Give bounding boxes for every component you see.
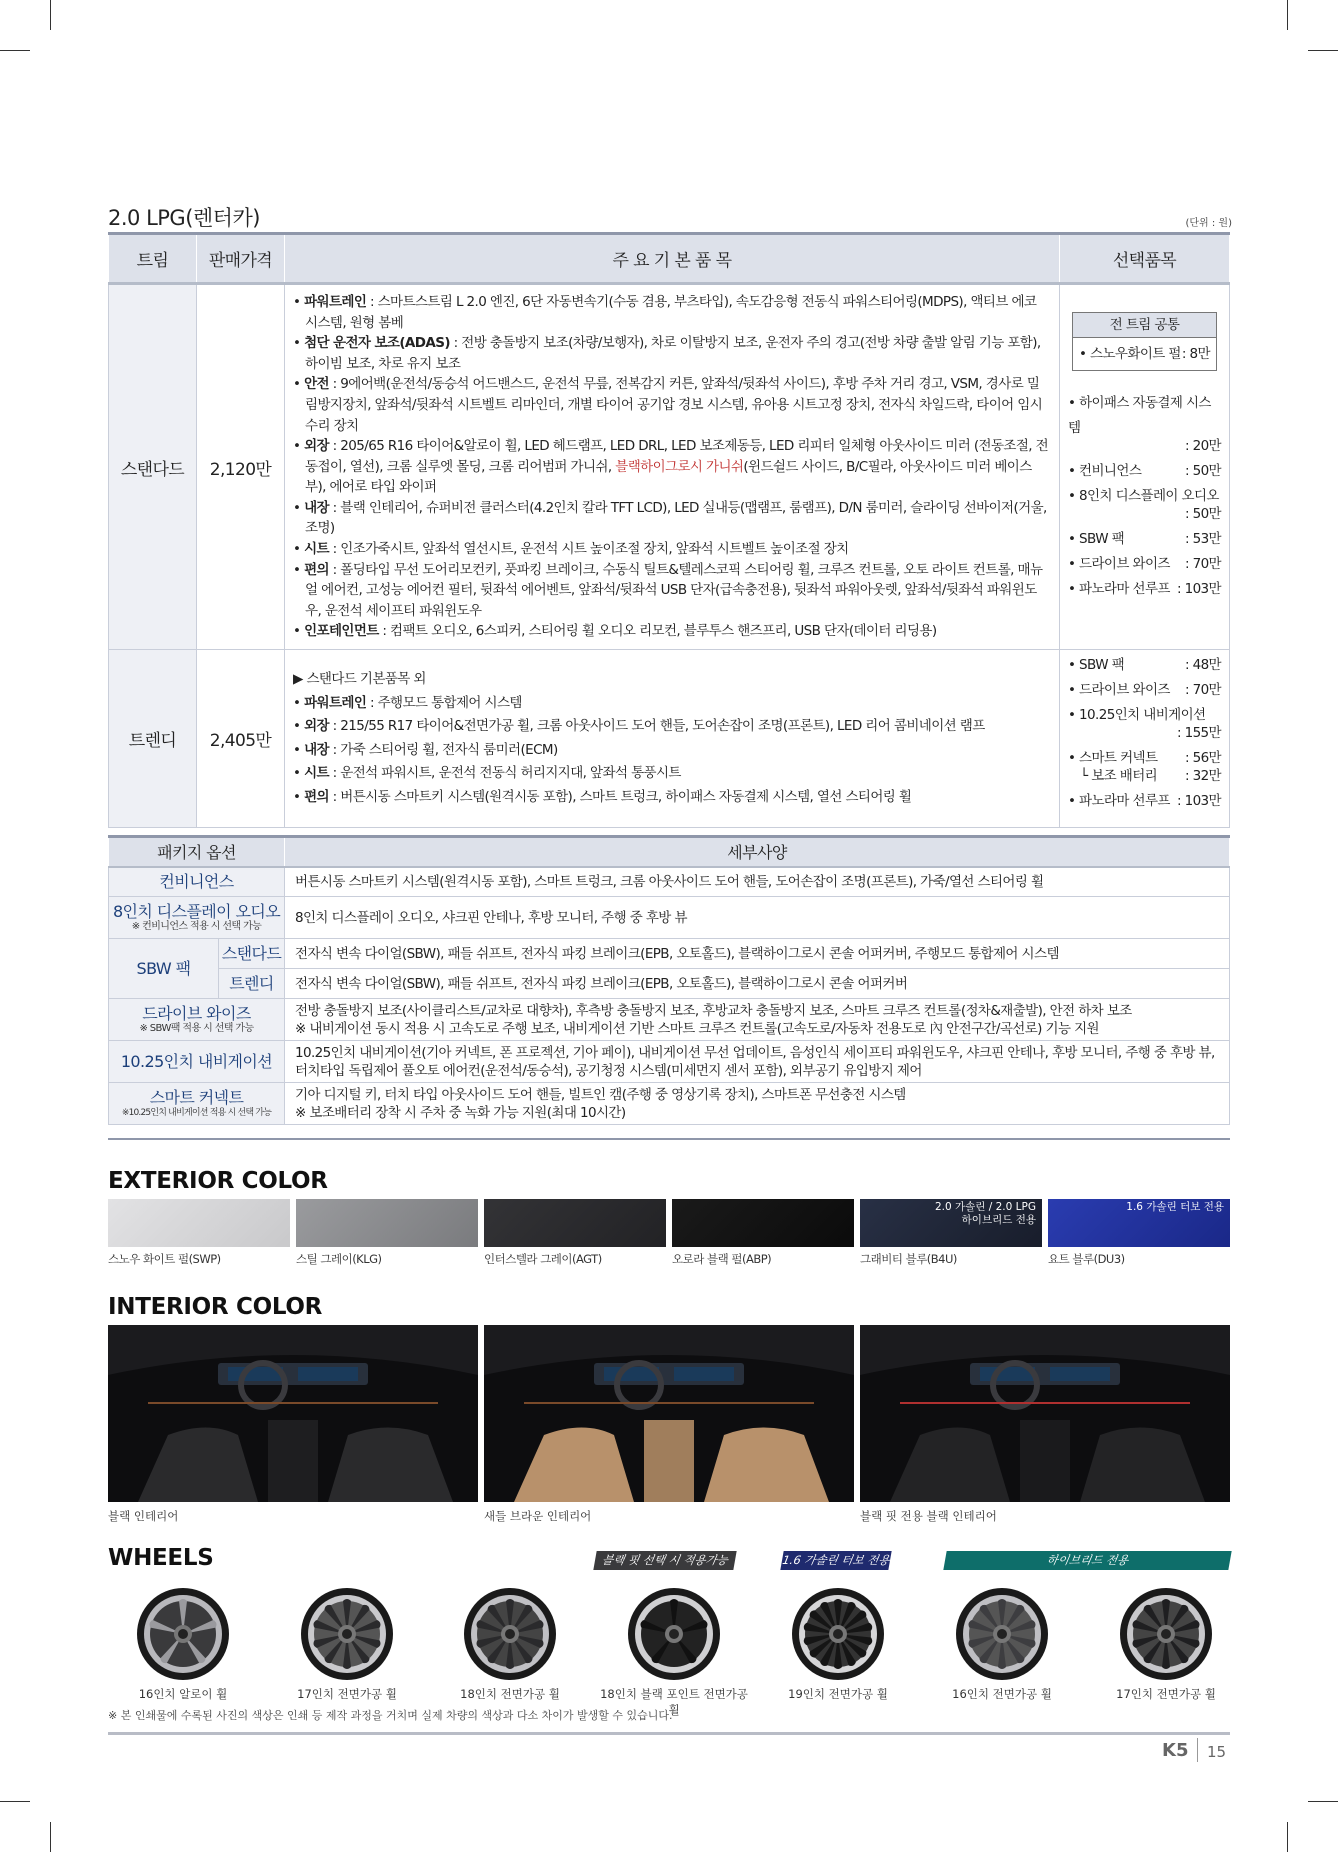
trim-price: 2,405만 xyxy=(197,650,285,828)
swatch-label: 그래비티 블루(B4U) xyxy=(860,1252,957,1266)
trim-name: 트렌디 xyxy=(109,650,197,828)
list-item: • 내장 : 가죽 스티어링 휠, 전자식 룸미러(ECM) xyxy=(293,741,558,758)
list-item: • 시트 : 인조가죽시트, 앞좌석 열선시트, 운전석 시트 높이조절 장치, 앞좌석 시트벨트 높이조절 장치 xyxy=(293,541,849,558)
crop-mark xyxy=(1308,50,1338,51)
interior-label: 새들 브라운 인테리어 xyxy=(484,1509,592,1523)
header-package: 패키지 옵션 xyxy=(109,837,285,867)
bottom-rule xyxy=(108,1732,1230,1735)
interior-photo[interactable] xyxy=(484,1325,854,1502)
crop-mark xyxy=(1287,1822,1288,1852)
interior-photo[interactable] xyxy=(860,1325,1230,1502)
option-item: • 스마트 커넥트 : 56만 xyxy=(1068,750,1221,766)
table-row: 컨비니언스 버튼시동 스마트키 시스템(원격시동 포함), 스마트 트렁크, 크롬 아웃사이드 도어 핸들, 도어손잡이 조명(프론트), 가죽/열선 스티어링 휠 xyxy=(109,867,1230,897)
wheel-label: 16인치 전면가공 휠 xyxy=(952,1687,1052,1701)
option-item: • 하이패스 자동결제 시스템 : 20만 xyxy=(1068,395,1221,454)
crop-mark xyxy=(50,1822,51,1852)
list-item: • 외장 : 205/65 R16 타이어&알로이 휠, LED 헤드램프, LED DRL, LED 보조제동등, LED 리피터 일체형 아웃사이드 미러 (전동조절, 전동접이, 열선), 크롬 실루엣 몰딩, 크롬 리어범퍼 가니쉬, 블랙하이그로시 가니쉬(윈드쉴드 사이드, B/C필라, 아웃사이드 미러 베이스부), 에어로 타입 와이퍼 xyxy=(293,438,1049,496)
swatch-tag: 2.0 가솔린 / 2.0 LPG 하이브리드 전용 xyxy=(934,1201,1036,1226)
list-item: • 편의 : 폴딩타입 무선 도어리모컨키, 풋파킹 브레이크, 수동식 틸트&텔레스코픽 스티어링 휠, 크루즈 컨트롤, 오토 라이트 컨트롤, 매뉴얼 에어컨, 고성능 에어컨 필터, 뒷좌석 에어벤트, 앞좌석/뒷좌석 USB 단자(급속충전용), 뒷좌석 파워아웃렛, 앞좌석/뒷좌석 파워윈도우, 운전석 세이프티 파워윈도우 xyxy=(293,561,1043,619)
page-number: 15 xyxy=(1207,1743,1227,1761)
option-item: • 드라이브 와이즈 : 70만 xyxy=(1068,556,1221,572)
option-item: • SBW 팩 : 53만 xyxy=(1068,531,1221,547)
trim-options xyxy=(1060,284,1230,650)
crop-mark xyxy=(50,0,51,30)
option-item: • SBW 팩 : 48만 xyxy=(1068,657,1221,673)
swatch-tag: 1.6 가솔린 터보 전용 xyxy=(1126,1201,1224,1213)
wheel-label: 18인치 블랙 포인트 전면가공 휠 xyxy=(600,1687,748,1717)
color-swatch[interactable] xyxy=(296,1199,478,1247)
wheel-image[interactable] xyxy=(627,1587,721,1681)
wheel-image[interactable] xyxy=(1119,1587,1213,1681)
header-detail: 세부사양 xyxy=(285,837,1230,867)
section-title: 2.0 LPG(렌터카) xyxy=(108,206,260,230)
option-item: • 드라이브 와이즈 : 70만 xyxy=(1068,682,1221,698)
swatch-label: 인터스텔라 그레이(AGT) xyxy=(484,1252,602,1266)
header-items: 주 요 기 본 품 목 xyxy=(285,234,1060,284)
header-options: 선택품목 xyxy=(1060,234,1230,284)
wheel-label: 16인치 알로이 휠 xyxy=(138,1687,228,1701)
interior-photo[interactable] xyxy=(108,1325,478,1502)
wheel-image[interactable] xyxy=(136,1587,230,1681)
crop-mark xyxy=(0,1801,30,1802)
wheel-label: 17인치 전면가공 휠 xyxy=(297,1687,397,1701)
table-row: 스마트 커넥트 ※10.25인치 내비게이션 적용 시 선택 가능 기아 디지털 키, 터치 타입 아웃사이드 도어 핸들, 빌트인 캠(주행 중 영상기록 장치), 스마트폰 무선충전 시스템 ※ 보조배터리 장착 시 주차 중 녹화 가능 지원(최대 10시간) xyxy=(109,1083,1230,1125)
trim-options xyxy=(1060,650,1230,828)
list-item: • 첨단 운전자 보조(ADAS) : 전방 충돌방지 보조(차량/보행자), 차로 이탈방지 보조, 운전자 주의 경고(전방 차량 출발 알림 기능 포함), 하이빔 보조, 차로 유지 보조 xyxy=(293,335,1041,372)
interior-label: 블랙 핏 전용 블랙 인테리어 xyxy=(860,1509,997,1523)
swatch-label: 오로라 블랙 펄(ABP) xyxy=(672,1252,772,1266)
page-separator xyxy=(1197,1738,1198,1762)
trim-items xyxy=(285,284,1060,650)
option-item: • 컨비니언스 : 50만 xyxy=(1068,463,1221,479)
header-price: 판매가격 xyxy=(197,234,285,284)
color-swatch[interactable] xyxy=(672,1199,854,1247)
trim-price: 2,120만 xyxy=(197,284,285,650)
table-row: 드라이브 와이즈 ※ SBW팩 적용 시 선택 가능 전방 충돌방지 보조(사이클리스트/교차로 대향차), 후측방 충돌방지 보조, 후방교차 충돌방지 보조, 스마트 크루즈 컨트롤(정차&재출발), 안전 하차 보조 ※ 내비게이션 동시 적용 시 고속도로 주행 보조, 내비게이션 기반 스마트 크루즈 컨트롤(고속도로/자동차 전용도로 內 안전구간/곡선로) 기능 지원 xyxy=(109,999,1230,1041)
common-option-box: 전 트림 공통 • 스노우화이트 펄 : 8만 xyxy=(1072,312,1217,371)
wheel-image[interactable] xyxy=(300,1587,394,1681)
crop-mark xyxy=(1287,0,1288,30)
list-item: • 내장 : 블랙 인테리어, 슈퍼비전 클러스터(4.2인치 칼라 TFT LCD), LED 실내등(맵램프, 룸램프), D/N 룸미러, 슬라이딩 선바이저(거울, 조명) xyxy=(293,499,1047,537)
exterior-heading: EXTERIOR COLOR xyxy=(108,1168,328,1194)
page-model: K5 xyxy=(1162,1740,1189,1761)
trim-items xyxy=(285,650,1060,828)
wheel-label: 18인치 전면가공 휠 xyxy=(460,1687,560,1701)
list-item: • 인포테인먼트 : 컴팩트 오디오, 6스피커, 스티어링 휠 오디오 리모컨, 블루투스 핸즈프리, USB 단자(데이터 리딩용) xyxy=(293,623,937,640)
color-swatch[interactable] xyxy=(484,1199,666,1247)
interior-label: 블랙 인테리어 xyxy=(108,1509,179,1523)
color-swatch[interactable] xyxy=(108,1199,290,1247)
footnote: ※ 본 인쇄물에 수록된 사진의 색상은 인쇄 등 제작 과정을 거치며 실제 차량의 색상과 다소 차이가 발생할 수 있습니다. xyxy=(108,1709,673,1722)
interior-heading: INTERIOR COLOR xyxy=(108,1294,323,1320)
table-row-trendy xyxy=(109,650,1230,828)
trim-table xyxy=(108,232,1230,828)
list-item: • 외장 : 215/55 R17 타이어&전면가공 휠, 크롬 아웃사이드 도어 핸들, 도어손잡이 조명(프론트), LED 리어 콤비네이션 램프 xyxy=(293,718,985,734)
list-item: • 파워트레인 : 주행모드 통합제어 시스템 xyxy=(293,694,522,711)
list-item: • 시트 : 운전석 파워시트, 운전석 전동식 허리지지대, 앞좌석 통풍시트 xyxy=(293,765,681,781)
table-row: 트렌디 전자식 변속 다이얼(SBW), 패들 쉬프트, 전자식 파킹 브레이크(EPB, 오토홀드), 블랙하이그로시 콘솔 어퍼커버 xyxy=(109,969,1230,999)
option-item: • 파노라마 선루프 : 103만 xyxy=(1068,793,1221,809)
table-bottom-rule xyxy=(108,1138,1230,1140)
swatch-label: 요트 블루(DU3) xyxy=(1048,1252,1125,1266)
wheel-label: 19인치 전면가공 휠 xyxy=(788,1687,888,1701)
table-row-standard xyxy=(109,284,1230,650)
wheels-heading: WHEELS xyxy=(108,1545,214,1571)
table-row: 10.25인치 내비게이션 10.25인치 내비게이션(기아 커넥트, 폰 프로젝션, 기아 페이), 내비게이션 무선 업데이트, 음성인식 세이프티 파워윈도우, 샤크핀 안테나, 후방 모니터, 주행 중 후방 뷰, 터치타입 독립제어 풀오토 에어컨(운전석/동승석), 공기청정 시스템(미세먼지 센서 포함), 외부공기 유입방지 제어 xyxy=(109,1041,1230,1083)
swatch-label: 스노우 화이트 펄(SWP) xyxy=(108,1252,221,1266)
list-item: • 파워트레인 : 스마트스트림 L 2.0 엔진, 6단 자동변속기(수동 겸용, 부츠타입), 속도감응형 전동식 파워스티어링(MDPS), 액티브 에코 시스템, 원형 봄베 xyxy=(293,293,1037,331)
unit-note: (단위 : 원) xyxy=(1185,218,1232,229)
option-item: • 8인치 디스플레이 오디오 : 50만 xyxy=(1068,488,1221,522)
wheel-label: 17인치 전면가공 휠 xyxy=(1116,1687,1216,1701)
wheel-image[interactable] xyxy=(791,1587,885,1681)
package-table xyxy=(108,835,1230,1125)
wheel-badge: 1.6 가솔린 터보 전용 xyxy=(780,1551,891,1570)
table-row: SBW 팩 스탠다드 전자식 변속 다이얼(SBW), 패들 쉬프트, 전자식 파킹 브레이크(EPB, 오토홀드), 블랙하이그로시 콘솔 어퍼커버, 주행모드 통합제어 시스템 xyxy=(109,939,1230,969)
crop-mark xyxy=(1308,1801,1338,1802)
wheel-image[interactable] xyxy=(463,1587,557,1681)
crop-mark xyxy=(0,50,30,51)
trim-name: 스탠다드 xyxy=(109,284,197,650)
wheel-image[interactable] xyxy=(955,1587,1049,1681)
list-lead: ▶ 스탠다드 기본품목 외 xyxy=(293,671,426,687)
list-item: • 안전 : 9에어백(운전석/동승석 어드밴스드, 운전석 무릎, 전복감지 커튼, 앞좌석/뒷좌석 사이드), 후방 주차 거리 경고, VSM, 경사로 밀림방지장치, 앞좌석/뒷좌석 시트벨트 리마인더, 개별 타이어 공기압 경보 시스템, 유아용 시트고정 장치, 전자식 차일드락, 타이어 임시수리 장치 xyxy=(293,376,1043,434)
wheel-badge: 블랙 핏 선택 시 적용가능 xyxy=(593,1551,736,1570)
option-item: • 10.25인치 내비게이션 : 155만 xyxy=(1068,707,1221,741)
swatch-label: 스틸 그레이(KLG) xyxy=(296,1252,382,1266)
header-trim: 트림 xyxy=(109,234,197,284)
option-item: • 파노라마 선루프 : 103만 xyxy=(1068,581,1221,597)
list-item: • 편의 : 버튼시동 스마트키 시스템(원격시동 포함), 스마트 트렁크, 하이패스 자동결제 시스템, 열선 스티어링 휠 xyxy=(293,788,912,805)
wheel-badge: 하이브리드 전용 xyxy=(943,1551,1231,1570)
option-item: └ 보조 배터리 : 32만 xyxy=(1080,768,1221,784)
table-row: 8인치 디스플레이 오디오 ※ 컨비니언스 적용 시 선택 가능 8인치 디스플레이 오디오, 샤크핀 안테나, 후방 모니터, 주행 중 후방 뷰 xyxy=(109,897,1230,939)
